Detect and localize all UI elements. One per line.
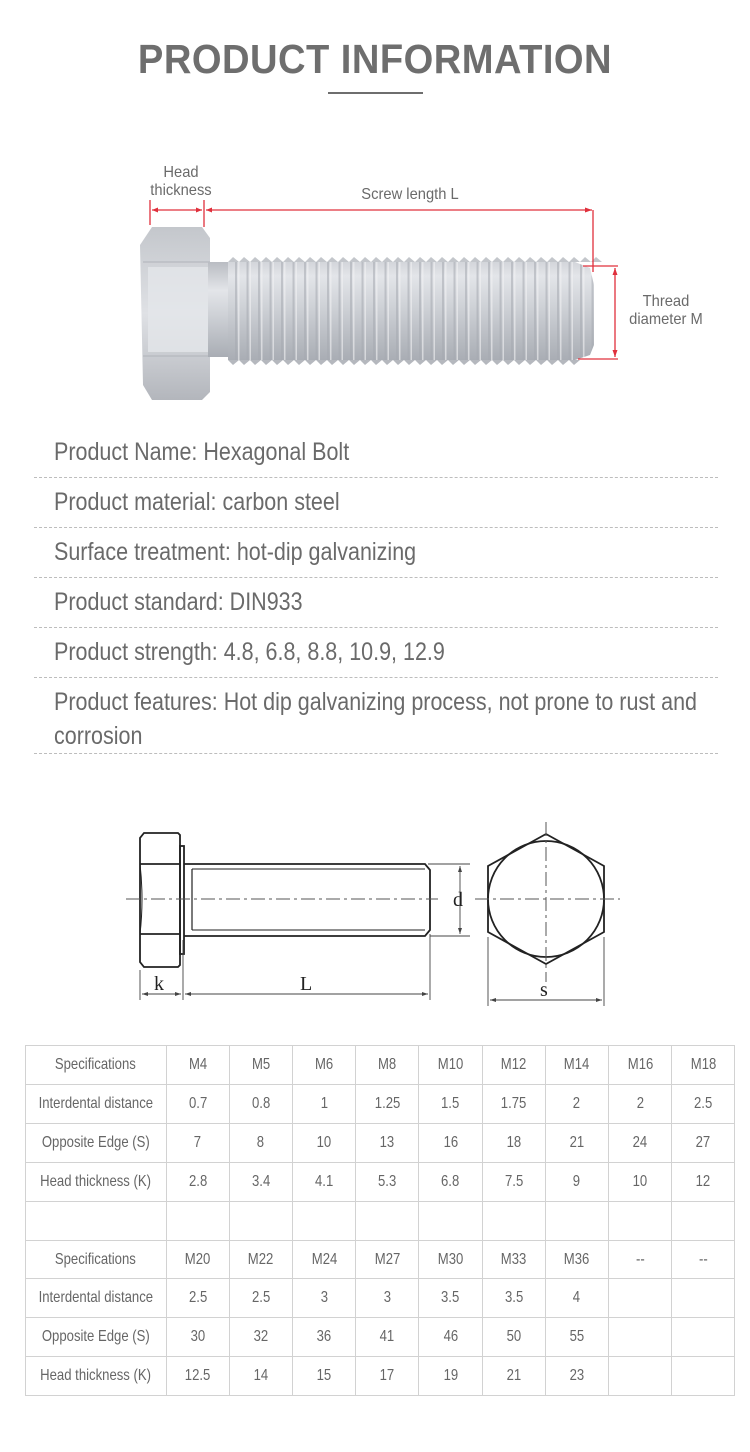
table-cell: M8 <box>356 1046 419 1085</box>
table-cell: M20 <box>166 1240 229 1279</box>
table-cell: 50 <box>482 1318 545 1357</box>
table-cell: 2.5 <box>229 1279 292 1318</box>
info-text: Product strength: 4.8, 6.8, 8.8, 10.9, 12.9 <box>54 638 445 666</box>
empty-cell <box>356 1201 419 1240</box>
empty-cell <box>229 1201 292 1240</box>
thread-diameter-label-line2: diameter M <box>629 311 703 328</box>
table-cell: 0.8 <box>229 1084 292 1123</box>
row-label: Opposite Edge (S) <box>26 1318 167 1357</box>
table-cell: -- <box>672 1240 735 1279</box>
table-cell: M12 <box>482 1046 545 1085</box>
head-thickness-label <box>143 164 218 200</box>
table-cell: 17 <box>356 1357 419 1396</box>
table-cell: M27 <box>356 1240 419 1279</box>
s-dimension-label: s <box>540 979 548 1001</box>
info-product-material <box>34 478 718 528</box>
k-dimension-label: k <box>154 973 164 995</box>
table-cell: 8 <box>229 1123 292 1162</box>
thread-diameter-label-line1: Thread <box>642 293 690 310</box>
info-text: Product standard: DIN933 <box>54 588 303 616</box>
table-row-spacer <box>26 1201 735 1240</box>
empty-cell <box>419 1201 482 1240</box>
row-label: Specifications <box>26 1046 167 1085</box>
info-product-features <box>34 678 718 754</box>
table-cell: 3.5 <box>482 1279 545 1318</box>
table-cell: 12.5 <box>166 1357 229 1396</box>
table-cell: 13 <box>356 1123 419 1162</box>
row-label: Interdental distance <box>26 1279 167 1318</box>
table-row-specifications-1 <box>26 1046 735 1085</box>
table-cell: 7.5 <box>482 1162 545 1201</box>
table-cell: M30 <box>419 1240 482 1279</box>
info-text: Product Name: Hexagonal Bolt <box>54 438 350 466</box>
table-row-opposite-edge-1 <box>26 1123 735 1162</box>
table-cell: M14 <box>545 1046 608 1085</box>
table-cell: 4 <box>545 1279 608 1318</box>
table-row-head-thickness-1 <box>26 1162 735 1201</box>
table-cell: 0.7 <box>166 1084 229 1123</box>
table-cell: M24 <box>293 1240 356 1279</box>
table-cell: 2.5 <box>166 1279 229 1318</box>
table-cell <box>672 1318 735 1357</box>
info-text: Surface treatment: hot-dip galvanizing <box>54 538 417 566</box>
table-cell: 15 <box>293 1357 356 1396</box>
thread-diameter-label <box>622 293 710 329</box>
table-cell: -- <box>608 1240 671 1279</box>
product-info-list <box>34 428 718 754</box>
table-cell: 21 <box>482 1357 545 1396</box>
empty-cell <box>672 1201 735 1240</box>
table-cell: 2 <box>545 1084 608 1123</box>
L-dimension-label: L <box>300 973 313 995</box>
table-cell: 10 <box>293 1123 356 1162</box>
table-cell: M4 <box>166 1046 229 1085</box>
row-label: Head thickness (K) <box>26 1162 167 1201</box>
empty-cell <box>482 1201 545 1240</box>
table-cell: M33 <box>482 1240 545 1279</box>
empty-cell <box>293 1201 356 1240</box>
table-cell: 46 <box>419 1318 482 1357</box>
table-cell: 21 <box>545 1123 608 1162</box>
row-label: Interdental distance <box>26 1084 167 1123</box>
bolt-technical-drawing <box>120 822 640 1012</box>
info-product-name <box>34 428 718 478</box>
table-cell <box>672 1357 735 1396</box>
table-cell: M16 <box>608 1046 671 1085</box>
row-label: Opposite Edge (S) <box>26 1123 167 1162</box>
table-cell: 3.5 <box>419 1279 482 1318</box>
table-cell: M18 <box>672 1046 735 1085</box>
table-cell: 4.1 <box>293 1162 356 1201</box>
table-cell: 5.3 <box>356 1162 419 1201</box>
table-cell: 2 <box>608 1084 671 1123</box>
table-cell: 30 <box>166 1318 229 1357</box>
title-underline <box>328 92 423 94</box>
table-row-opposite-edge-2 <box>26 1318 735 1357</box>
info-product-strength <box>34 628 718 678</box>
table-cell: 9 <box>545 1162 608 1201</box>
head-thickness-label-line1: Head <box>163 164 199 181</box>
table-cell: 41 <box>356 1318 419 1357</box>
table-cell: 6.8 <box>419 1162 482 1201</box>
table-row-interdental-1 <box>26 1084 735 1123</box>
table-cell: 1.75 <box>482 1084 545 1123</box>
table-cell: 3 <box>356 1279 419 1318</box>
table-cell: 1.5 <box>419 1084 482 1123</box>
empty-cell <box>26 1201 167 1240</box>
table-cell: 1.25 <box>356 1084 419 1123</box>
table-row-head-thickness-2 <box>26 1357 735 1396</box>
table-cell: 23 <box>545 1357 608 1396</box>
row-label: Head thickness (K) <box>26 1357 167 1396</box>
table-cell: 19 <box>419 1357 482 1396</box>
table-cell: 24 <box>608 1123 671 1162</box>
empty-cell <box>545 1201 608 1240</box>
table-row-specifications-2 <box>26 1240 735 1279</box>
table-cell: 27 <box>672 1123 735 1162</box>
technical-drawing <box>120 822 640 1012</box>
table-cell <box>608 1357 671 1396</box>
table-cell: M22 <box>229 1240 292 1279</box>
table-cell: 14 <box>229 1357 292 1396</box>
specification-table <box>25 1045 735 1396</box>
table-cell: M36 <box>545 1240 608 1279</box>
table-cell: 2.5 <box>672 1084 735 1123</box>
row-label: Specifications <box>26 1240 167 1279</box>
table-cell: 32 <box>229 1318 292 1357</box>
info-surface-treatment <box>34 528 718 578</box>
table-cell: 3.4 <box>229 1162 292 1201</box>
table-cell: 36 <box>293 1318 356 1357</box>
table-cell: M6 <box>293 1046 356 1085</box>
table-cell: 16 <box>419 1123 482 1162</box>
empty-cell <box>608 1201 671 1240</box>
empty-cell <box>166 1201 229 1240</box>
info-product-standard <box>34 578 718 628</box>
table-cell: 12 <box>672 1162 735 1201</box>
table-cell: 1 <box>293 1084 356 1123</box>
table-cell: M5 <box>229 1046 292 1085</box>
head-thickness-label-line2: thickness <box>150 182 212 199</box>
table-cell: 2.8 <box>166 1162 229 1201</box>
table-row-interdental-2 <box>26 1279 735 1318</box>
table-cell: M10 <box>419 1046 482 1085</box>
table-cell <box>608 1318 671 1357</box>
table-cell: 7 <box>166 1123 229 1162</box>
screw-length-label: Screw length L <box>361 186 459 203</box>
table-cell: 55 <box>545 1318 608 1357</box>
table-cell: 3 <box>293 1279 356 1318</box>
bolt-photo-diagram <box>0 150 750 410</box>
info-text: Product features: Hot dip galvanizing process, not prone to rust and corrosion <box>54 688 697 750</box>
table-cell: 18 <box>482 1123 545 1162</box>
table-cell: 10 <box>608 1162 671 1201</box>
info-text: Product material: carbon steel <box>54 488 340 516</box>
table-cell <box>608 1279 671 1318</box>
table-cell <box>672 1279 735 1318</box>
d-dimension-label: d <box>453 889 463 911</box>
page-title: PRODUCT INFORMATION <box>137 36 613 82</box>
